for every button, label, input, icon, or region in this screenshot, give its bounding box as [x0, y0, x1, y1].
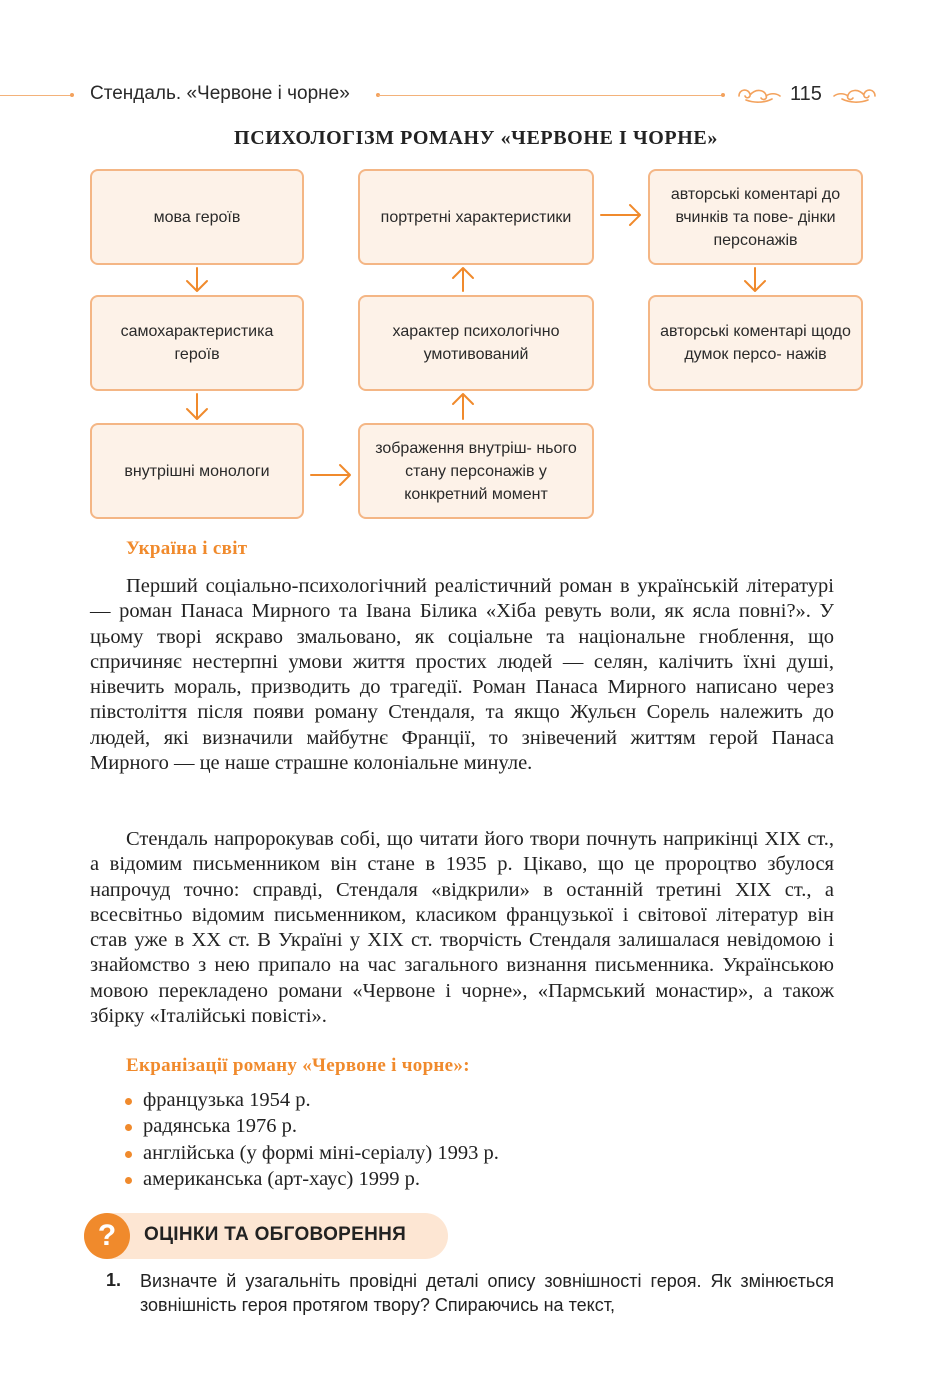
list-item: радянська 1976 р. — [124, 1113, 499, 1139]
running-header — [0, 82, 952, 110]
box-comments-actions: авторські коментарі до вчинків та пове- дінки персонажів — [648, 169, 863, 265]
bullet-icon — [125, 1124, 132, 1131]
list-item: французька 1954 р. — [124, 1087, 499, 1113]
list-item: англійська (у формі міні-серіалу) 1993 р. — [124, 1140, 499, 1166]
box-speech: мова героїв — [90, 169, 304, 265]
section-heading-adaptations: Екранізації роману «Червоне і чорне»: — [126, 1055, 470, 1076]
question-number: 1. — [106, 1270, 122, 1290]
header-dot — [70, 93, 74, 97]
questions-heading: ОЦІНКИ ТА ОБГОВОРЕННЯ — [144, 1224, 407, 1245]
ornament-right-icon — [832, 84, 878, 106]
question-mark-icon: ? — [84, 1213, 130, 1259]
header-rule-left — [0, 95, 72, 96]
arrow-up-icon — [453, 268, 473, 291]
box-inner-state: зображення внутріш- нього стану персонажів у конкретний момент — [358, 423, 594, 519]
header-rule-middle — [378, 95, 722, 96]
arrow-up-icon — [453, 394, 473, 419]
bullet-icon — [125, 1151, 132, 1158]
section-heading-ukraine: Україна і світ — [126, 538, 248, 559]
arrow-right-icon — [601, 205, 640, 225]
box-self-characterization: самохарактеристика героїв — [90, 295, 304, 391]
arrow-down-icon — [187, 394, 207, 419]
page-number: 115 — [790, 83, 822, 105]
box-portrait: портретні характеристики — [358, 169, 594, 265]
box-inner-monologues: внутрішні монологи — [90, 423, 304, 519]
arrow-right-icon — [311, 465, 350, 485]
paragraph-ukraine-2: Стендаль напророкував собі, що читати його твори почнуть наприкінці XIX ст., а відомим письменником він стане в 1935 р. Цікаво, що це пророцтво збулося напрочуд точно: справді, Стендаля «відкрили» в останній третині XIX ст., а всесвітньо відомим письменником, класиком французької і світової літератур він став уже в XX ст. В Україні у XIX ст. творчість Стендаля залишалася невідомою і знайомство з нею припало на час загального визнання письменника. Українською мовою перекладено романи «Червоне і чорне», «Пармський монастир», а також збірку «Італійські повісті». — [90, 828, 834, 1028]
question-text: Визначте й узагальніть провідні деталі опису зовнішності героя. Як змінюється зовнішність героя протягом твору? Спираючись на текст, — [140, 1271, 834, 1315]
bullet-icon — [125, 1177, 132, 1184]
arrow-down-icon — [745, 268, 765, 291]
paragraph-ukraine-1: Перший соціально-психологічний реалістичний роман в українській літературі — роман Панаса Мирного та Івана Білика «Хіба ревуть воли, як ясла повні?». У цьому творі яскраво змальовано, як соціальне та національне гноблення, що спричиняє нестерпні умови життя простих людей — селян, калічить їхні душі, нівечить мораль, призводить до трагедії. Роман Панаса Мирного написано через півстоліття після появи роману Стендаля, та якщо Жульєн Сорель належить до людей, які визначили майбутнє Франції, то знівечений життям герой Панаса Мирного — це наше страшне колоніальне минуле. — [90, 575, 834, 775]
box-comments-thoughts: авторські коментарі щодо думок персо- нажів — [648, 295, 863, 391]
header-dot — [721, 93, 725, 97]
diagram-title: ПСИХОЛОГІЗМ РОМАНУ «ЧЕРВОНЕ І ЧОРНЕ» — [234, 127, 718, 149]
header-title: Стендаль. «Червоне і чорне» — [90, 83, 350, 104]
adaptations-list — [124, 1087, 499, 1193]
bullet-icon — [125, 1098, 132, 1105]
ornament-left-icon — [736, 84, 782, 106]
box-motivated-character: характер психологічно умотивований — [358, 295, 594, 391]
list-item: американська (арт-хаус) 1999 р. — [124, 1166, 499, 1192]
arrow-down-icon — [187, 268, 207, 291]
